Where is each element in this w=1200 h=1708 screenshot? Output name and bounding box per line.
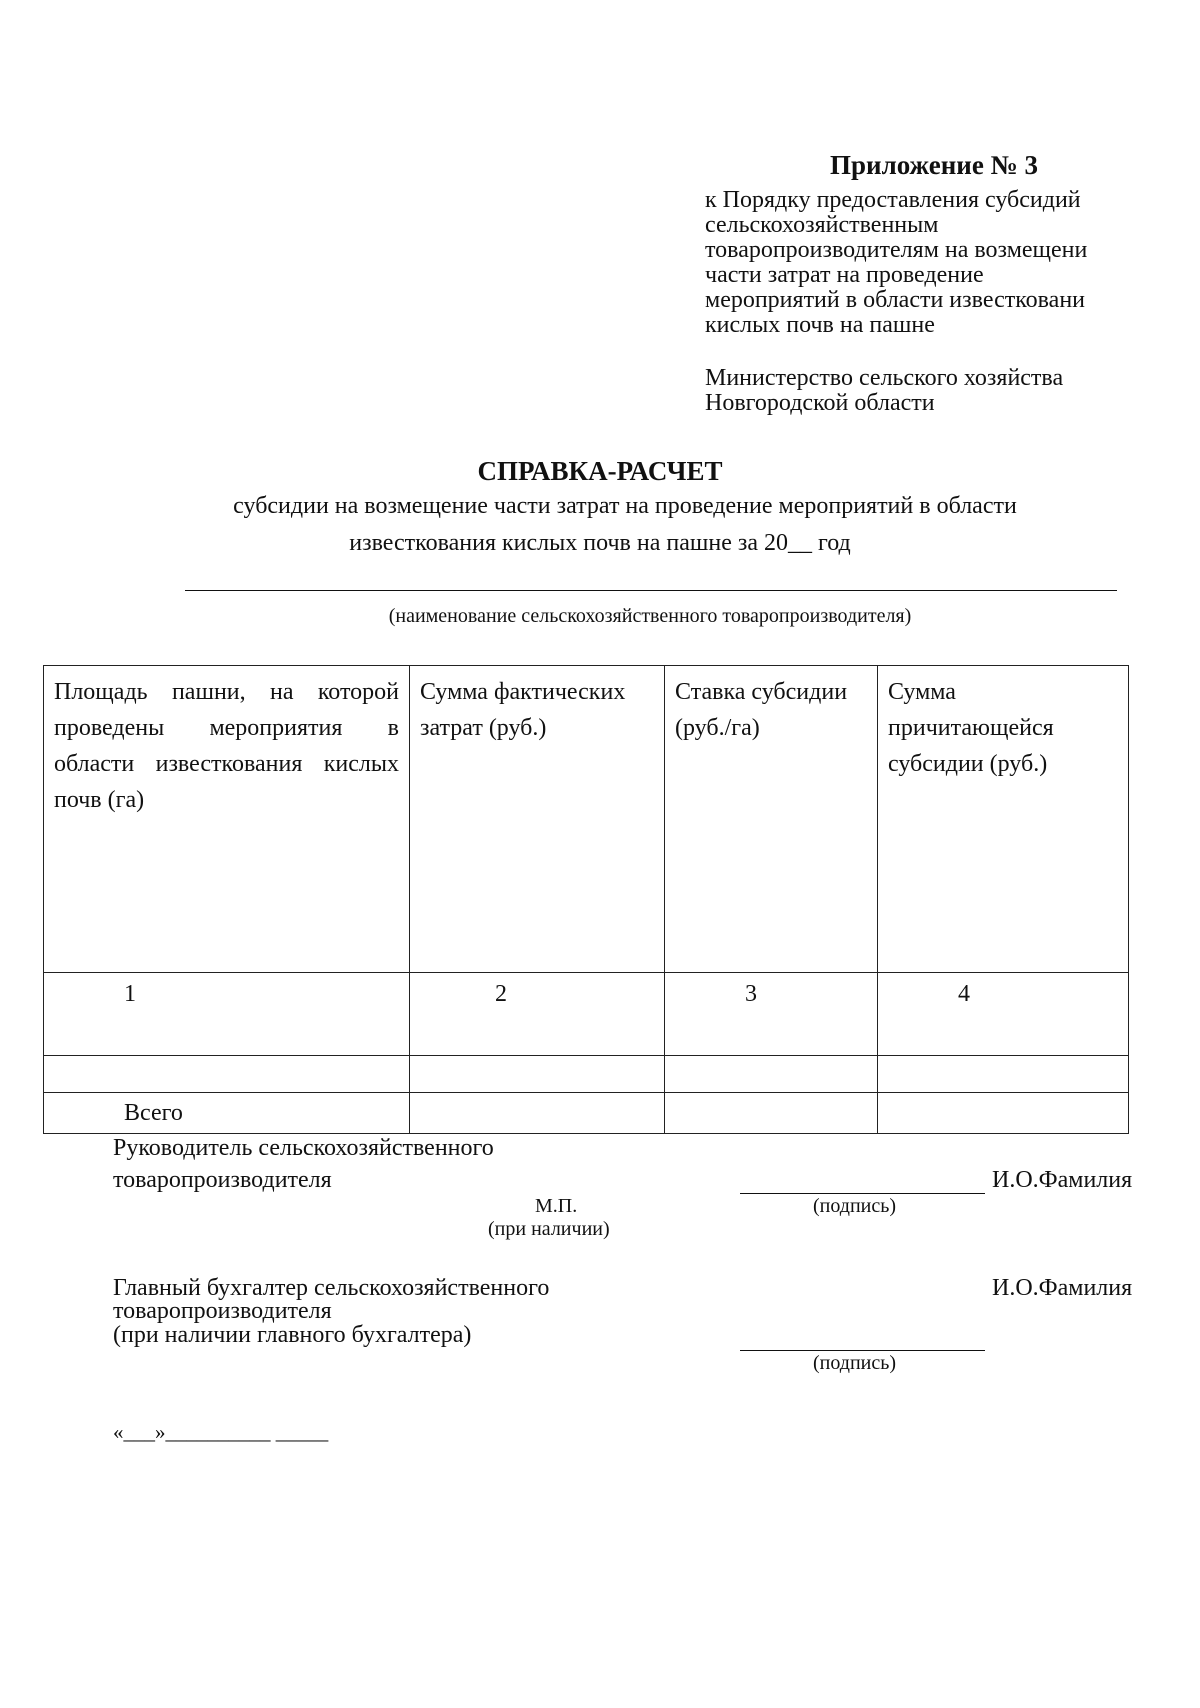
- accountant-signature-line: [740, 1350, 985, 1351]
- column-number: 1: [44, 973, 410, 1056]
- table-number-row: [44, 973, 1129, 1056]
- appendix-line: части затрат на проведение: [705, 263, 984, 288]
- table-row: [44, 1056, 1129, 1093]
- document-subtitle-line1: субсидии на возмещение части затрат на проведение мероприятий в области: [233, 493, 1017, 519]
- column-number: 4: [878, 973, 1129, 1056]
- accountant-title-line3: (при наличии главного бухгалтера): [113, 1322, 472, 1348]
- table-header-row: [44, 666, 1129, 973]
- head-signature-caption: (подпись): [813, 1195, 897, 1217]
- producer-name-line: [185, 590, 1117, 591]
- header-cell-area: Площадь пашни, на которой проведены мероприятия в области известкования кислых почв (га): [44, 666, 410, 973]
- document-title: СПРАВКА-РАСЧЕТ: [477, 456, 723, 486]
- header-cell-subsidy-rate: Ставка субсидии (руб./га): [665, 666, 878, 973]
- producer-name-caption: (наименование сельскохозяйственного товаропроизводителя): [388, 605, 912, 627]
- recipient-ministry: [705, 366, 1155, 416]
- appendix-line: к Порядку предоставления субсидий: [705, 188, 1081, 213]
- date-line: «___»__________ _____: [113, 1420, 329, 1444]
- appendix-title: Приложение № 3: [830, 150, 1038, 180]
- accountant-signature-caption: (подпись): [813, 1352, 897, 1374]
- header-cell-actual-costs: Сумма фактических затрат (руб.): [410, 666, 665, 973]
- table-cell[interactable]: [410, 1056, 665, 1093]
- subsidy-table: [43, 665, 1129, 1134]
- header-cell-subsidy-due: Сумма причитающейся субсидии (руб.): [878, 666, 1129, 973]
- appendix-line: кислых почв на пашне: [705, 313, 935, 338]
- column-number: 2: [410, 973, 665, 1056]
- document-subtitle-line2: известкования кислых почв на пашне за 20__ год: [349, 530, 851, 556]
- table-cell[interactable]: [878, 1056, 1129, 1093]
- appendix-line: сельскохозяйственным: [705, 213, 939, 238]
- table-total-row: [44, 1093, 1129, 1134]
- table-cell[interactable]: [410, 1093, 665, 1134]
- table-cell[interactable]: [878, 1093, 1129, 1134]
- table-cell[interactable]: [665, 1093, 878, 1134]
- column-number: 3: [665, 973, 878, 1056]
- stamp-note: (при наличии): [488, 1218, 610, 1240]
- appendix-reference: [705, 188, 1155, 338]
- head-name-placeholder: И.О.Фамилия: [992, 1167, 1133, 1193]
- table-cell[interactable]: [44, 1056, 410, 1093]
- head-title-line2: товаропроизводителя: [113, 1167, 332, 1193]
- appendix-line: товаропроизводителям на возмещени: [705, 238, 1088, 263]
- ministry-line: Новгородской области: [705, 390, 935, 416]
- total-label: Всего: [44, 1093, 410, 1134]
- accountant-title-line2: товаропроизводителя: [113, 1298, 332, 1324]
- head-title-line1: Руководитель сельскохозяйственного: [113, 1135, 494, 1161]
- accountant-title-line1: Главный бухгалтер сельскохозяйственного: [113, 1275, 550, 1301]
- ministry-line: Министерство сельского хозяйства: [705, 365, 1064, 391]
- head-signature-line: [740, 1193, 985, 1194]
- accountant-name-placeholder: И.О.Фамилия: [992, 1275, 1133, 1301]
- stamp-label: М.П.: [535, 1195, 578, 1217]
- table-cell[interactable]: [665, 1056, 878, 1093]
- appendix-line: мероприятий в области известковани: [705, 288, 1086, 313]
